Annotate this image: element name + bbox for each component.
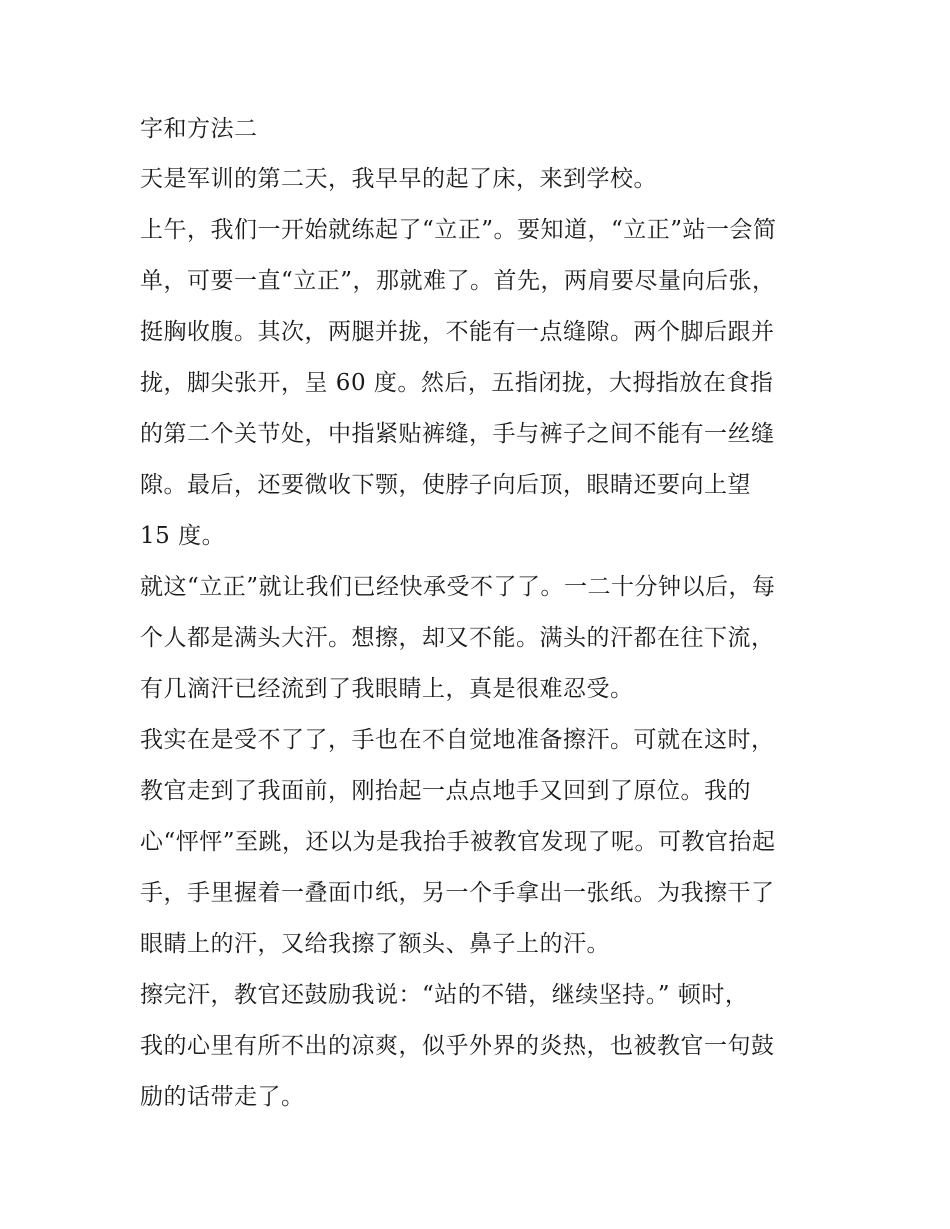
text-line: 就这“立正”就让我们已经快承受不了了。一二十分钟以后，每 [140,574,776,600]
text-line: 手，手里握着一叠面巾纸，另一个手拿出一张纸。为我擦干了 [140,880,775,906]
text-line: 挺胸收腹。其次，两腿并拢，不能有一点缝隙。两个脚后跟并 [140,319,775,345]
text-line: 有几滴汗已经流到了我眼睛上，真是很难忍受。 [140,676,634,702]
text-line: 的第二个关节处，中指紧贴裤缝，手与裤子之间不能有一丝缝 [140,421,775,447]
document-title: 字和方法二 [140,116,258,142]
text-line: 15 度。 [140,523,226,549]
text-line: 上午，我们一开始就练起了“立正”。要知道，“立正”站一会简 [140,217,777,243]
text-line: 心“怦怦”至跳，还以为是我抬手被教官发现了呢。可教官抬起 [140,829,776,855]
text-line: 天是军训的第二天，我早早的起了床，来到学校。 [140,166,657,192]
text-line: 眼睛上的汗，又给我擦了额头、鼻子上的汗。 [140,931,610,957]
document-body [140,107,820,1126]
text-line: 我实在是受不了了，手也在不自觉地准备擦汗。可就在这时， [140,727,775,753]
text-line: 单，可要一直“立正”，那就难了。首先，两肩要尽量向后张， [140,268,776,294]
text-line: 拢，脚尖张开，呈 60 度。然后，五指闭拢，大拇指放在食指 [140,370,774,396]
text-line: 擦完汗，教官还鼓励我说：“站的不错，继续坚持。” 顿时， [140,982,749,1008]
text-line: 隙。最后，还要微收下颚，使脖子向后顶，眼睛还要向上望 [140,472,751,498]
text-line: 教官走到了我面前，刚抬起一点点地手又回到了原位。我的 [140,778,751,804]
text-line: 我的心里有所不出的凉爽，似乎外界的炎热，也被教官一句鼓 [140,1033,775,1059]
text-line: 励的话带走了。 [140,1084,305,1110]
text-line: 个人都是满头大汗。想擦，却又不能。满头的汗都在往下流， [140,625,775,651]
